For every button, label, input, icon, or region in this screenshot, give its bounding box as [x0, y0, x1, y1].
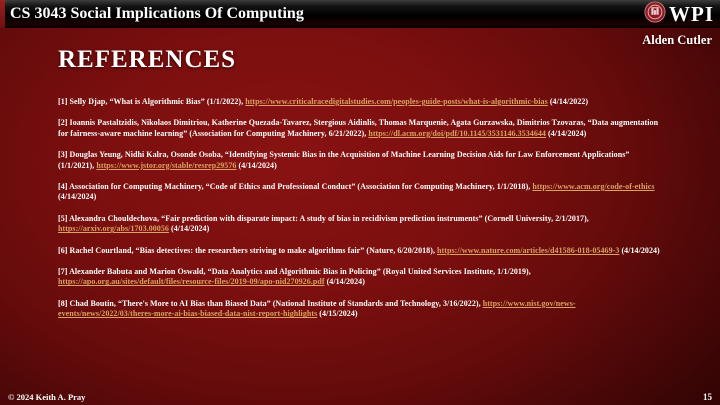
author-name: Alden Cutler	[642, 33, 712, 47]
reference-text: [4] Association for Computing Machinery, “Code of Ethics and Professional Conduct” (Association for Computing Machinery, 1/1/2018),	[58, 182, 533, 192]
reference-access-date: (4/14/2024)	[619, 245, 660, 255]
reference-access-date: (4/14/2024)	[545, 128, 587, 138]
reference-item	[58, 182, 666, 203]
reference-item	[58, 214, 666, 235]
reference-text: [2] Ioannis Pastaltzidis, Nikolaos Dimitriou, Katherine Quezada-Tavarez, Stergious Aidinlis, Thomas Marquenie, Agata Gurzawska, Dimitrios Tzovaras, “Data augmentation for fairness-aware machine learning” (Association for Computing Machinery, 6/21/2022),	[58, 118, 659, 138]
reference-access-date: (4/15/2024)	[317, 309, 358, 319]
reference-link[interactable]: https://apo.org.au/sites/default/files/resource-files/2019-09/apo-nid270926.pdf	[58, 277, 325, 287]
reference-text: [3] Douglas Yeung, Nidhi Kalra, Osonde Osoba, “Identifying Systemic Bias in the Acquisition of Machine Learning Decision Aids for Law Enforcement Applications” (1/1/2021),	[58, 150, 630, 170]
reference-item	[58, 299, 666, 320]
reference-item	[58, 97, 666, 107]
reference-text: [5] Alexandra Chouldechova, “Fair prediction with disparate impact: A study of bias in recidivism prediction instruments” (Cornell University, 2/1/2017),	[58, 213, 589, 223]
reference-item	[58, 150, 666, 171]
reference-link[interactable]: https://www.acm.org/code-of-ethics	[532, 182, 655, 192]
slide-header-bar	[0, 0, 720, 28]
reference-item	[58, 267, 666, 288]
reference-access-date: (4/14/2022)	[547, 97, 589, 106]
course-title: CS 3043 Social Implications Of Computing	[10, 5, 304, 22]
page-title: REFERENCES	[58, 46, 237, 73]
wpi-logo	[644, 2, 714, 27]
reference-item	[58, 246, 666, 256]
reference-link[interactable]: https://www.criticalracedigitalstudies.com/peoples-guide-posts/what-is-algorithmic-bias	[245, 97, 548, 106]
footer-copyright: © 2024 Keith A. Pray	[8, 392, 86, 402]
reference-access-date: (4/14/2024)	[236, 160, 277, 170]
wpi-logo-text: WPI	[669, 2, 714, 26]
slide-page-number: 15	[703, 392, 712, 402]
reference-link[interactable]: https://arxiv.org/abs/1703.00056	[58, 224, 169, 234]
reference-link[interactable]: https://www.jstor.org/stable/resrep29576	[96, 160, 237, 170]
reference-link[interactable]: https://www.nature.com/articles/d41586-018-05469-3	[437, 245, 620, 255]
wpi-seal-icon	[644, 1, 666, 28]
reference-access-date: (4/14/2024)	[324, 277, 365, 287]
reference-access-date: (4/14/2024)	[58, 192, 97, 202]
reference-item	[58, 118, 666, 139]
reference-text: [7] Alexander Babuta and Marion Oswald, “Data Analytics and Algorithmic Bias in Policing” (Royal United Services Institute, 1/1/2019),	[58, 267, 531, 277]
reference-text: [8] Chad Boutin, “There's More to AI Bias than Biased Data” (National Institute of Standards and Technology, 3/16/2022),	[58, 298, 483, 308]
references-list	[58, 97, 666, 331]
header-accent-stripe	[0, 0, 5, 28]
reference-link[interactable]: https://dl.acm.org/doi/pdf/10.1145/3531146.3534644	[368, 128, 546, 138]
reference-text: [1] Selly Djap, “What is Algorithmic Bias” (1/1/2022),	[58, 97, 246, 106]
reference-link[interactable]: https://www.nist.gov/news-events/news/2022/03/theres-more-ai-bias-biased-data-nist-report-highlights	[58, 298, 576, 319]
reference-text: [6] Rachel Courtland, “Bias detectives: the researchers striving to make algorithms fair” (Nature, 6/20/2018),	[58, 245, 438, 255]
reference-access-date: (4/14/2024)	[168, 224, 210, 234]
